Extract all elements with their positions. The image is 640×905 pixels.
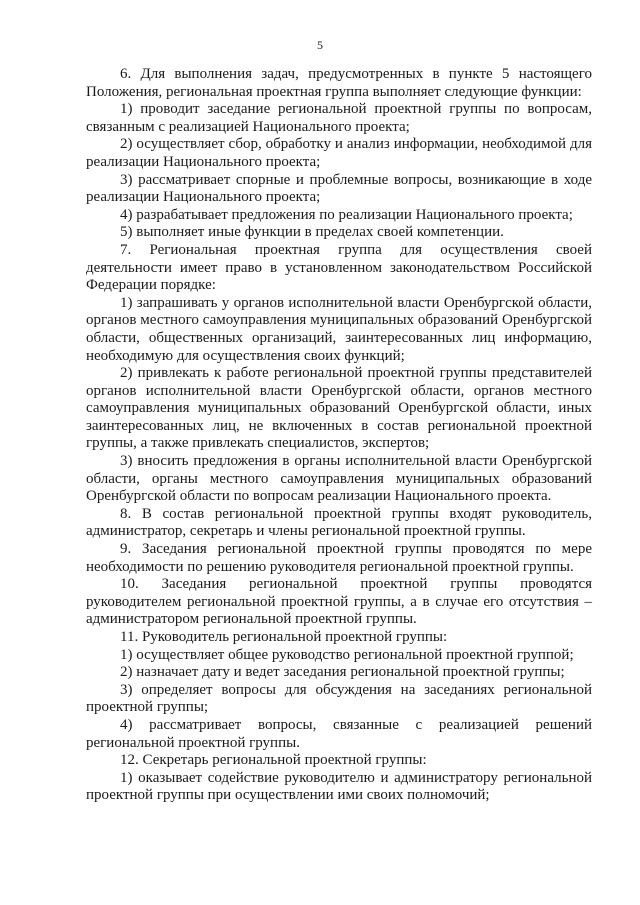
paragraph: 12. Секретарь региональной проектной группы: — [120, 752, 427, 769]
paragraph: 5) выполняет иные функции в пределах своей компетенции. — [120, 224, 504, 241]
paragraph: 6. Для выполнения задач, предусмотренных в пункте 5 настоящего Положения, региональная проектная группа выполняет следующие функции: — [86, 66, 592, 100]
paragraph: 1) оказывает содействие руководителю и администратору региональной проектной группы при осуществлении ими своих полномочий; — [86, 769, 592, 804]
paragraph: 1) осуществляет общее руководство региональной проектной группой; — [120, 646, 574, 663]
paragraph: 7. Региональная проектная группа для осуществления своей деятельности имеет право в установленном законодательством Российской Федерации порядке: — [86, 241, 592, 294]
paragraph: 8. В состав региональной проектной группы входят руководитель, администратор, секретарь и члены региональной проектной группы. — [86, 505, 592, 540]
document-body — [86, 66, 592, 805]
paragraph: 11. Руководитель региональной проектной группы: — [120, 629, 448, 645]
paragraph: 2) назначает дату и ведет заседания региональной проектной группы; — [120, 664, 565, 681]
page-number: 5 — [317, 38, 323, 52]
paragraph: 1) проводит заседание региональной проектной группы по вопросам, связанным с реализацией Национального проекта; — [86, 101, 592, 135]
paragraph: 3) определяет вопросы для обсуждения на заседаниях региональной проектной группы; — [86, 681, 592, 716]
paragraph: 9. Заседания региональной проектной группы проводятся по мере необходимости по решению руководителя региональной проектной группы. — [86, 541, 592, 575]
paragraph: 1) запрашивать у органов исполнительной власти Оренбургской области, органов местного самоуправления муниципальных образований Оренбургской области, общественных организаций, заинтересованных лиц информацию, необходимую для осуществления своих функций; — [86, 294, 592, 364]
paragraph: 3) вносить предложения в органы исполнительной власти Оренбургской области, органы местного самоуправления муниципальных образований Оренбургской области по вопросам реализации Национального проекта. — [86, 453, 592, 505]
paragraph: 4) разрабатывает предложения по реализации Национального проекта; — [120, 206, 573, 223]
paragraph: 2) привлекать к работе региональной проектной группы представителей органов исполнительной власти Оренбургской области, органов местного самоуправления муниципальных образований Оренбургской области, иных заинтересованных лиц, не включенных в состав региональной проектной группы, а также привлекать специалистов, экспертов; — [86, 365, 592, 452]
paragraph: 10. Заседания региональной проектной группы проводятся руководителем региональной проектной группы, а в случае его отсутствия – администратором региональной проектной группы. — [86, 576, 592, 628]
paragraph: 3) рассматривает спорные и проблемные вопросы, возникающие в ходе реализации Национального проекта; — [86, 171, 592, 206]
paragraph: 4) рассматривает вопросы, связанные с реализацией решений региональной проектной группы. — [86, 716, 592, 751]
paragraph: 2) осуществляет сбор, обработку и анализ информации, необходимой для реализации Национального проекта; — [86, 136, 592, 170]
